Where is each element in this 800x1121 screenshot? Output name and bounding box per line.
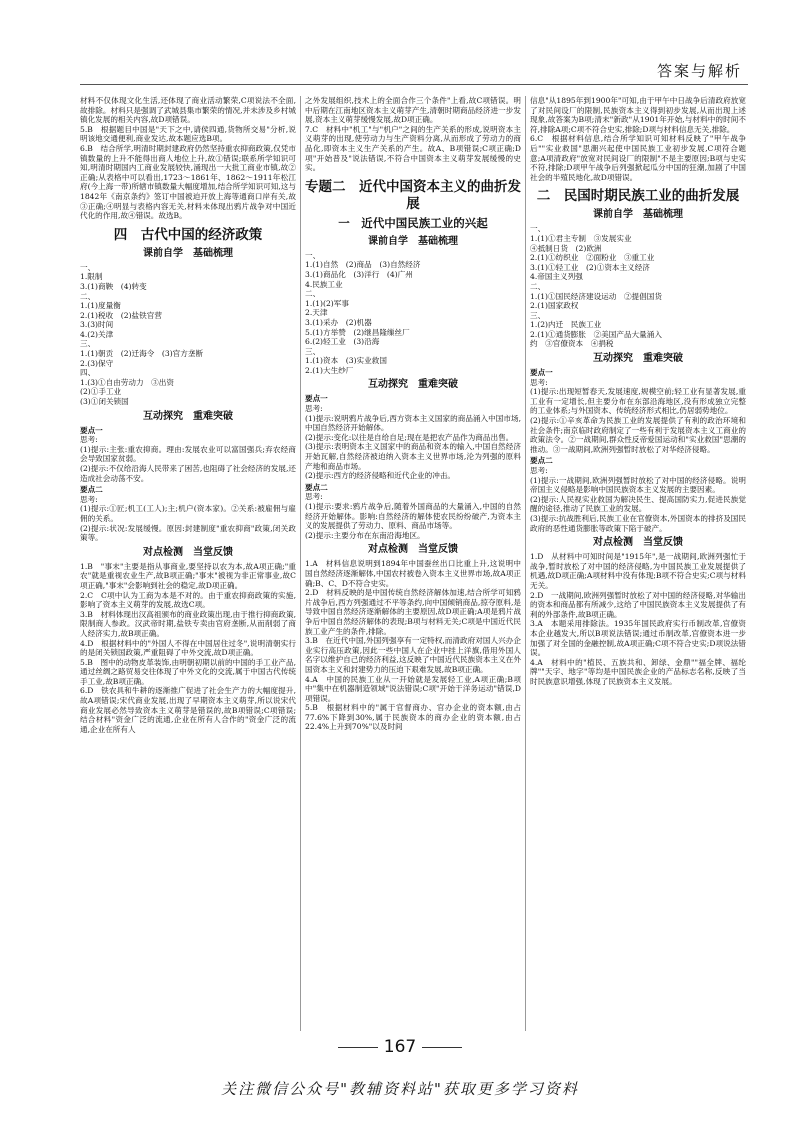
answer-text: 2.D 一战期间,欧洲列强暂时放松了对中国的经济侵略,对华输出的资本和商品都有所减少,这给了中国民族资本主义发展提供了有利的外部条件,故B项正确。 xyxy=(530,590,746,619)
answer-text: (2)提示:①辛亥革命为民族工业的发展提供了有利的政治环境和社会条件;南京临时政府制定了一些有利于发展资本主义工商业的政策法令。②一战期间,群众性反帝爱国运动和"实业救国"思潮的推动。③一战期间,欧洲列强暂时放松了对华经济侵略。 xyxy=(530,416,746,454)
answer-line: 3.(3)时间 xyxy=(80,320,114,330)
column-middle xyxy=(305,96,521,1031)
answer-text: 信息"从1895年到1900年"可知,由于甲午中日战争后清政府放宽了对民间设厂的限制,民族资本主义得到初步发展,从而出现上述现象,故答案为B项;清末"新政"从1901年开始,与材料中的时间不符,排除A项;C项不符合史实,排除;D项与材料信息无关,排除。 xyxy=(530,96,746,134)
page-number: 167 xyxy=(383,1037,417,1057)
chapter-title: 专题二 近代中国资本主义的曲折发展 xyxy=(305,178,521,212)
section-title: 一 近代中国民族工业的兴起 xyxy=(338,215,488,230)
answer-line: 1.(1)①君主专制 ③发展实业 xyxy=(530,233,632,243)
header-title: 答案与解析 xyxy=(656,62,742,80)
page-number-rule xyxy=(422,1047,462,1048)
answer-text: (1)提示:出现短暂春天,发展速度,规模空前;轻工业有显著发展,重工业有一定增长,但主要分布在东部沿海地区,没有形成独立完整的工业体系;与外国资本、传统经济形式相比,仍居弱势地位。 xyxy=(530,387,746,416)
answer-text: (1)提示:一战期间,欧洲列强暂时放松了对中国的经济侵略。说明帝国主义侵略是影响中国民族资本主义发展的主要因素。 xyxy=(530,475,746,495)
key-point-heading: 要点二 xyxy=(80,485,103,495)
section-subtitle: 互动探究 重难突破 xyxy=(593,353,683,365)
answer-text: (1)提示:说明鸦片战争后,西方资本主义国家的商品涌入中国市场,中国自然经济开始解体。 xyxy=(305,413,521,433)
answer-text: 2.C C项中认为工商为本是不对的。由于重农抑商政策的实施,影响了资本主义萌芽的发展,故选C项。 xyxy=(80,590,296,610)
answer-line: 2.天津 xyxy=(305,308,328,318)
answer-line: 1.(1)度量衡 xyxy=(80,301,121,311)
answer-text: 3.A 本题采用排除法。1935年国民政府实行币制改革,官僚资本企业越发大,所以B项说法错误;通过币制改革,官僚资本进一步加强了对全国的金融控制,故A项正确;C项不符合史实;D项说法错误。 xyxy=(530,619,746,658)
answer-text: 思考: xyxy=(80,494,98,504)
answer-line: 1.(1)①国民经济建设运动 ②提倡国货 xyxy=(530,291,662,301)
answer-text: (1)提示:要求:鸦片战争后,随着外国商品的大量涌入,中国的自然经济开始解体。影响:自然经济的解体使农民纷纷破产,为资本主义的发展提供了劳动力、原料、商品市场等。 xyxy=(305,502,521,531)
section-subtitle: 互动探究 重难突破 xyxy=(368,379,458,391)
answer-text: 思考: xyxy=(530,466,548,475)
answer-text: 4.A 中国的民族工业从一开始就是发展轻工业,A项正确;B项中"集中在机器制造领域"说法错误;C项"开始于洋务运动"错误,D项错误。 xyxy=(305,674,521,703)
answer-text: 4.A 材料中的"植民、五族共和、卸绿、金鼎""福全牌、福纶牌""天字、地字"等均是中国民族企业的产品标志名称,反映了当时民族意识增强,体现了民族资本主义发展。 xyxy=(530,657,746,686)
answer-text: 1.B "事末"主要是指从事商业,要坚持以农为本,故A项正确;"重农"就是重视农业生产,故B项正确;"事末"被视为非正常事业,故C项正确,"事末"会影响到社会的稳定,故D项正确。 xyxy=(80,561,296,590)
answer-text: 1.A 材料信息说明到1894年中国蚕丝出口比重上升,这说明中国自然经济逐渐解体,中国农村被卷入资本主义世界市场,故A项正确;B、C、D不符合史实。 xyxy=(305,559,521,588)
answer-line: 约 ③官僚资本 ④捐税 xyxy=(530,339,614,349)
answer-line: (3)①闭关锁国 xyxy=(80,397,129,407)
answer-text: 思考: xyxy=(530,377,548,387)
answer-line: 2.(1)①纺织业 ②面粉业 ③重工业 xyxy=(530,253,655,263)
answer-line: 三、 xyxy=(305,346,321,356)
answer-text: (2)提示:不仅给沿海人民带来了困苦,也阻碍了社会经济的发展,还造成社会动荡不安。 xyxy=(80,464,296,483)
answer-text: 6.D 铁农具和牛耕的逐渐推广促进了社会生产力的大幅度提升,故A项错误;宋代商业发展,出现了早期资本主义萌芽,所以说宋代商业发展必然导致资本主义萌芽是错误的,故B项错误;C项错误;结合材料"资金广泛的流通,企业在所有人合作的"资金广泛的流通,企业在所有人 xyxy=(80,686,296,734)
answer-line: 1.(2)内迁 民族工业 xyxy=(530,320,602,330)
answer-text: 2.D 材料反映的是中国传统自然经济解体加速,结合所学可知鸦片战争后,西方列强通过不平等条约,向中国倾销商品,掠夺原料,是导致中国自然经济逐渐解体的主要原因,故D项正确;A项是鸦片战争后中国自然经济解体的表现;B项与材料无关;C项是中国近代民族工业产生的条件,排除。 xyxy=(305,588,521,636)
section-subtitle: 互动探究 重难突破 xyxy=(143,410,233,422)
answer-text: (3)提示:抗战胜利后,民族工业在官僚资本,外国资本的排挤及国民政府的恶性通货膨胀等政策下陷于破产。 xyxy=(530,513,746,533)
answer-text: (1)提示:主张:重农抑商。理由:发展农业可以富国强兵;弃农经商会导致国家贫弱。 xyxy=(80,444,296,464)
answer-line: (2)①手工业 xyxy=(80,387,122,397)
answer-line: 二、 xyxy=(305,289,321,299)
answer-line: 2.(1)税收 (2)盐铁官营 xyxy=(80,310,162,320)
section-subtitle: 对点检测 当堂反馈 xyxy=(143,546,233,558)
answer-line: 一、 xyxy=(80,262,96,272)
answer-line: 1.(1)资本 (3)实业救国 xyxy=(305,356,387,366)
answer-text: 思考: xyxy=(80,435,98,445)
answer-text: 之外发展组织,技术上的全面合作三个条件"上看,故C项错误。明中后期在江南地区资本主义萌芽产生,清朝时期商品经济进一步发展,资本主义萌芽缓慢发展,故D项正确。 xyxy=(305,96,521,125)
answer-line: 5.(1)方举赞 (2)继昌隆缫丝厂 xyxy=(305,327,410,337)
answer-text: (2)提示:变化:以往是自给自足;现在是把农产品作为商品出售。 xyxy=(305,432,514,442)
section-subtitle: 对点检测 当堂反馈 xyxy=(368,544,458,556)
column-divider xyxy=(525,96,526,1031)
answer-text: 4.D 根据材料中的"外国人不得在中国居住过冬",说明清朝实行的是闭关锁国政策,严重阻碍了中外交流,故D项正确。 xyxy=(80,638,296,658)
answer-line: 4.民族工业 xyxy=(305,279,343,289)
answer-line: 一、 xyxy=(530,224,546,234)
answer-line: 一、 xyxy=(305,250,321,260)
section-subtitle: 课前自学 基础梳理 xyxy=(143,247,233,259)
answer-text: (2)提示:主要分布在东南沿海地区。 xyxy=(305,530,425,540)
section-subtitle: 课前自学 基础梳理 xyxy=(368,235,458,247)
answer-line: 1.(1)自然 (2)商品 (3)自然经济 xyxy=(305,260,421,270)
answer-line: 4.帝国主义列强 xyxy=(530,272,583,282)
answer-line: 1.(1)(2)军事 xyxy=(305,298,349,308)
answer-text: 6.B 结合所学,明清时期封建政府仍然坚持重农抑商政策,仅凭市镇数量的上升不能得出商人地位上升,故①错误;联系所学知识可知,明清时期国内工商业发展较快,涌现出一大批工商业市镇,故②正确;从表格中可以看出,1723～1861年、1862～1911年松江府(今上海一带)所辖市镇数量大幅度增加,结合所学知识可知,这与1842年《南京条约》签订中国被迫开放上海等通商口岸有关,故③正确;④明显与表格内容无关,材料未体现出鸦片战争对中国近代化的作用,故④错误。故选B。 xyxy=(80,143,296,221)
answer-line: ④抵制日货 (2)欧洲 xyxy=(530,243,602,253)
answer-line: 二、 xyxy=(80,291,96,301)
section-title: 四 古代中国的经济政策 xyxy=(113,226,263,243)
answer-line: 3.(1)商鞅 (4)转变 xyxy=(80,281,147,291)
answer-text: 思考: xyxy=(305,404,323,414)
answer-line: 2.(1)①通货膨胀 ②美国产品大量涌入 xyxy=(530,329,662,339)
column-divider xyxy=(300,96,301,1031)
page-header xyxy=(80,58,748,85)
answer-text: (3)提示:表明资本主义国家中的商品和资本的输入,中国自然经济开始瓦解,自然经济被迫纳入资本主义世界市场,沦为列强的原料产地和商品市场。 xyxy=(305,442,521,471)
answer-line: 三、 xyxy=(80,339,96,349)
answer-line: 1.(3)①自由劳动力 ③出资 xyxy=(80,377,174,387)
column-right xyxy=(530,96,746,1031)
answer-text: 材料不仅体现文化生活,还体现了商业活动繁荣,C项说法不全面,故排除。材料只是强调了武城县集市繁荣的情况,并未涉及乡村城镇化发展的相关内容,故D项错误。 xyxy=(80,96,296,125)
answer-text: 7.C 材料中"机工"与"机户"之间的生产关系的形成,说明资本主义萌芽的出现,使劳动力与生产资料分离,从而形成了劳动力的商品化,即资本主义生产关系的产生。故A、B项错误;C项正确;D项"开始普及"说法错误,不符合中国资本主义萌芽发展缓慢的史实。 xyxy=(305,124,521,173)
answer-line: 1.限制 xyxy=(80,272,103,282)
section-subtitle: 课前自学 基础梳理 xyxy=(593,209,683,221)
key-point-heading: 要点一 xyxy=(305,394,328,404)
key-point-heading: 要点二 xyxy=(530,456,553,466)
answer-text: (2)提示:人民视实业救国为解决民生、提高国防实力,促进民族觉醒的途径,推动了民族工业的发展。 xyxy=(530,494,746,514)
answer-line: 2.(1)国家政权 xyxy=(530,301,579,311)
answer-line: 四、 xyxy=(80,368,96,378)
answer-text: 思考: xyxy=(305,492,323,502)
answer-line: 2.(3)保守 xyxy=(80,358,114,368)
answer-line: 1.(1)朝贡 (2)迁海令 (3)官方垄断 xyxy=(80,349,204,359)
answer-text: (1)提示:①匠;机工(工人);主;机户(资本家)。②关系:被雇佣与雇佣的关系。 xyxy=(80,504,296,523)
answer-line: 3.(1)①轻工业 (2)①资本主义经济 xyxy=(530,262,650,272)
answer-text: 3.B 在近代中国,外国列强享有一定特权,而清政府对国人兴办企业实行高压政策,因此一些中国人在企业中挂上洋旗,借用外国人名字以维护自己的经济利益,这反映了中国近代民族资本主义在外国资本主义和封建势力的压迫下艰难发展,故B项正确。 xyxy=(305,636,521,674)
answer-line: 二、 xyxy=(530,281,546,291)
section-title: 二 民国时期民族工业的曲折发展 xyxy=(536,188,740,205)
footer-note: 关注微信公众号"教辅资料站"获取更多学习资料 xyxy=(221,1080,579,1098)
column-left xyxy=(80,96,296,1031)
answer-text: 6.C 根据材料信息,结合所学知识可知材料反映了"甲午战争后""实业救国"思潮兴起使中国民族工业初步发展,C项符合题意;A项清政府"放宽对民间设厂的限制"不是主要原因;B项与史实不符,排除;D项甲午战争后列强掀起瓜分中国的狂潮,加剧了中国社会的半殖民地化,故D项错误。 xyxy=(530,134,746,182)
key-point-heading: 要点一 xyxy=(530,368,553,378)
key-point-heading: 要点二 xyxy=(305,482,328,492)
answer-text: 1.D 从材料中可知时间是"1915年",是一战期间,欧洲列强忙于战争,暂时放松了对中国的经济侵略,为中国民族工业发展提供了机遇,故D项正确;A项材料中没有体现;B项不符合史实;C项与材料无关。 xyxy=(530,552,746,590)
answer-text: 5.B 图中的动物皮革装饰,由明朝初期以前的中国的手工业产品,通过丝绸之路贸易交往体现了中外文化的交流,属于中国古代传统手工业,故B项正确。 xyxy=(80,657,296,686)
answer-line: 3.(1)采办 (2)机器 xyxy=(305,317,372,327)
answer-text: 5.B 根据材料中的"属于官督商办、官办企业的资本额,由占77.6%下降到30%,属于民族资本的商办企业的资本额,由占22.4%上升到70%"以及时间 xyxy=(305,703,521,732)
answer-text: 3.B 材料体现出汉高祖颁布的商业政策出现,由于推行抑商政策,限制商人参政。汉武帝时期,盐铁专卖由官府垄断,从而削弱了商人经济实力,故B项正确。 xyxy=(80,609,296,638)
answer-text: 5.B 根据题目中国是"天下之中,请侯四通,货物所交易"分析,说明该地交通便利,商业发达,故本题应选B项。 xyxy=(80,124,296,144)
answer-line: 2.(1)大生纱厂 xyxy=(305,365,354,375)
answer-text: (2)提示:状况:发展缓慢。原因:封建制度"重农抑商"政策,闭关政策等。 xyxy=(80,523,296,543)
key-point-heading: 要点一 xyxy=(80,425,103,435)
answer-text: (2)提示:西方的经济侵略和近代企业的冲击。 xyxy=(305,471,456,481)
answer-line: 6.(2)轻工业 (3)沿海 xyxy=(305,337,380,347)
answer-line: 3.(1)商品化 (3)洋行 (4)广州 xyxy=(305,269,413,279)
answer-line: 4.(2)关津 xyxy=(80,329,114,339)
answer-line: 三、 xyxy=(530,310,546,320)
section-subtitle: 对点检测 当堂反馈 xyxy=(593,537,683,549)
